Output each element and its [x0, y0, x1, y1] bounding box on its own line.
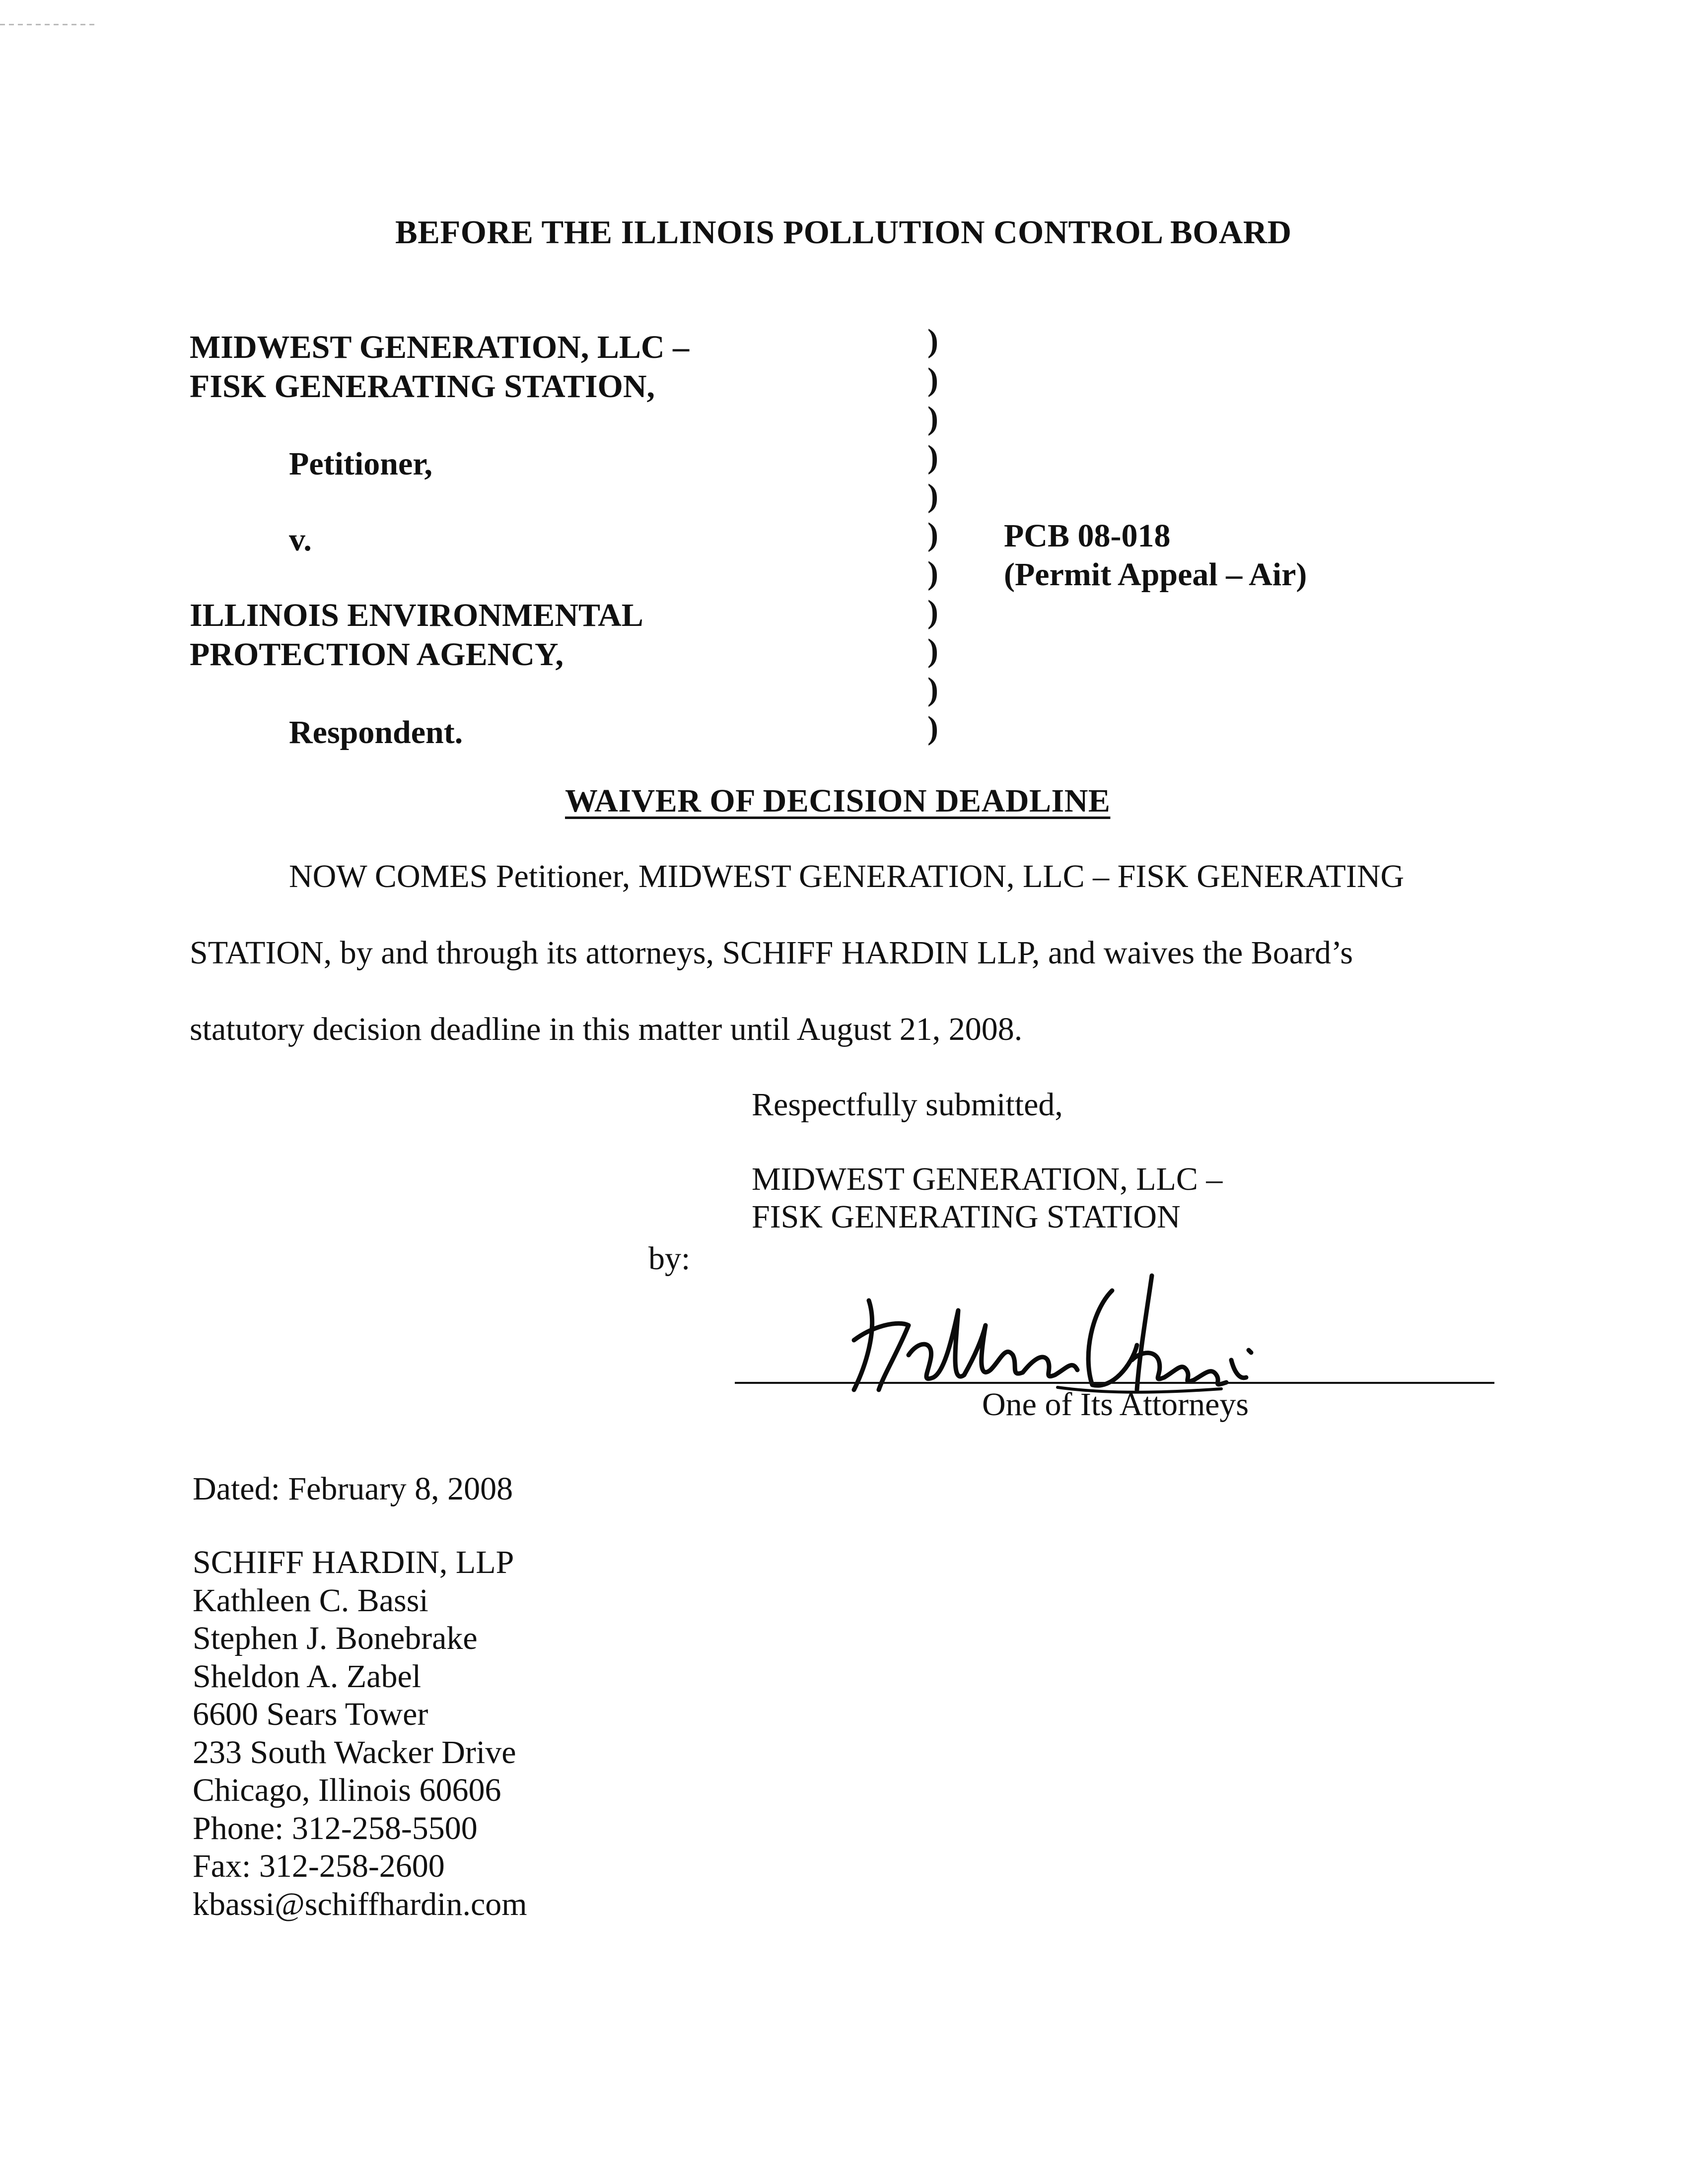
caption-parenthesis-column: ) ) ) ) ) ) ) ) ) ) )	[927, 323, 938, 746]
versus-label: v.	[289, 522, 312, 558]
address-line: Chicago, Illinois 60606	[193, 1772, 501, 1808]
petitioner-name-line2: FISK GENERATING STATION,	[190, 368, 655, 405]
date-line: Dated: February 8, 2008	[193, 1471, 513, 1507]
signature-caption: One of Its Attorneys	[982, 1386, 1249, 1423]
by-label: by:	[648, 1240, 691, 1277]
respondent-role: Respondent.	[289, 714, 463, 751]
body-line-1: NOW COMES Petitioner, MIDWEST GENERATION, LLC – FISK GENERATING	[289, 858, 1405, 894]
signing-party-line1: MIDWEST GENERATION, LLC –	[752, 1161, 1223, 1197]
respondent-name-line1: ILLINOIS ENVIRONMENTAL	[190, 597, 643, 633]
address-line: 6600 Sears Tower	[193, 1696, 428, 1732]
phone-number: Phone: 312-258-5500	[193, 1810, 478, 1846]
address-line: 233 South Wacker Drive	[193, 1734, 516, 1771]
petitioner-role: Petitioner,	[289, 446, 432, 482]
email-address: kbassi@schiffhardin.com	[193, 1886, 527, 1922]
attorney-name: Stephen J. Bonebrake	[193, 1620, 478, 1656]
attorney-name: Kathleen C. Bassi	[193, 1582, 428, 1619]
case-type: (Permit Appeal – Air)	[1004, 556, 1307, 593]
board-heading: BEFORE THE ILLINOIS POLLUTION CONTROL BOARD	[395, 214, 1292, 251]
respectfully-submitted: Respectfully submitted,	[752, 1087, 1063, 1123]
scan-artifact	[0, 24, 94, 25]
fax-number: Fax: 312-258-2600	[193, 1848, 445, 1884]
firm-name: SCHIFF HARDIN, LLP	[193, 1544, 514, 1580]
respondent-name-line2: PROTECTION AGENCY,	[190, 636, 564, 673]
signing-party-line2: FISK GENERATING STATION	[752, 1199, 1181, 1235]
case-number: PCB 08-018	[1004, 518, 1171, 554]
petitioner-name-line1: MIDWEST GENERATION, LLC –	[190, 329, 690, 365]
firm-address-block	[193, 1544, 527, 1923]
signature-line	[735, 1382, 1494, 1384]
attorney-name: Sheldon A. Zabel	[193, 1658, 422, 1695]
body-line-2: STATION, by and through its attorneys, SCHIFF HARDIN LLP, and waives the Board’s	[190, 935, 1353, 971]
body-line-3: statutory decision deadline in this matter until August 21, 2008.	[190, 1011, 1023, 1047]
document-title: WAIVER OF DECISION DEADLINE	[565, 783, 1111, 819]
